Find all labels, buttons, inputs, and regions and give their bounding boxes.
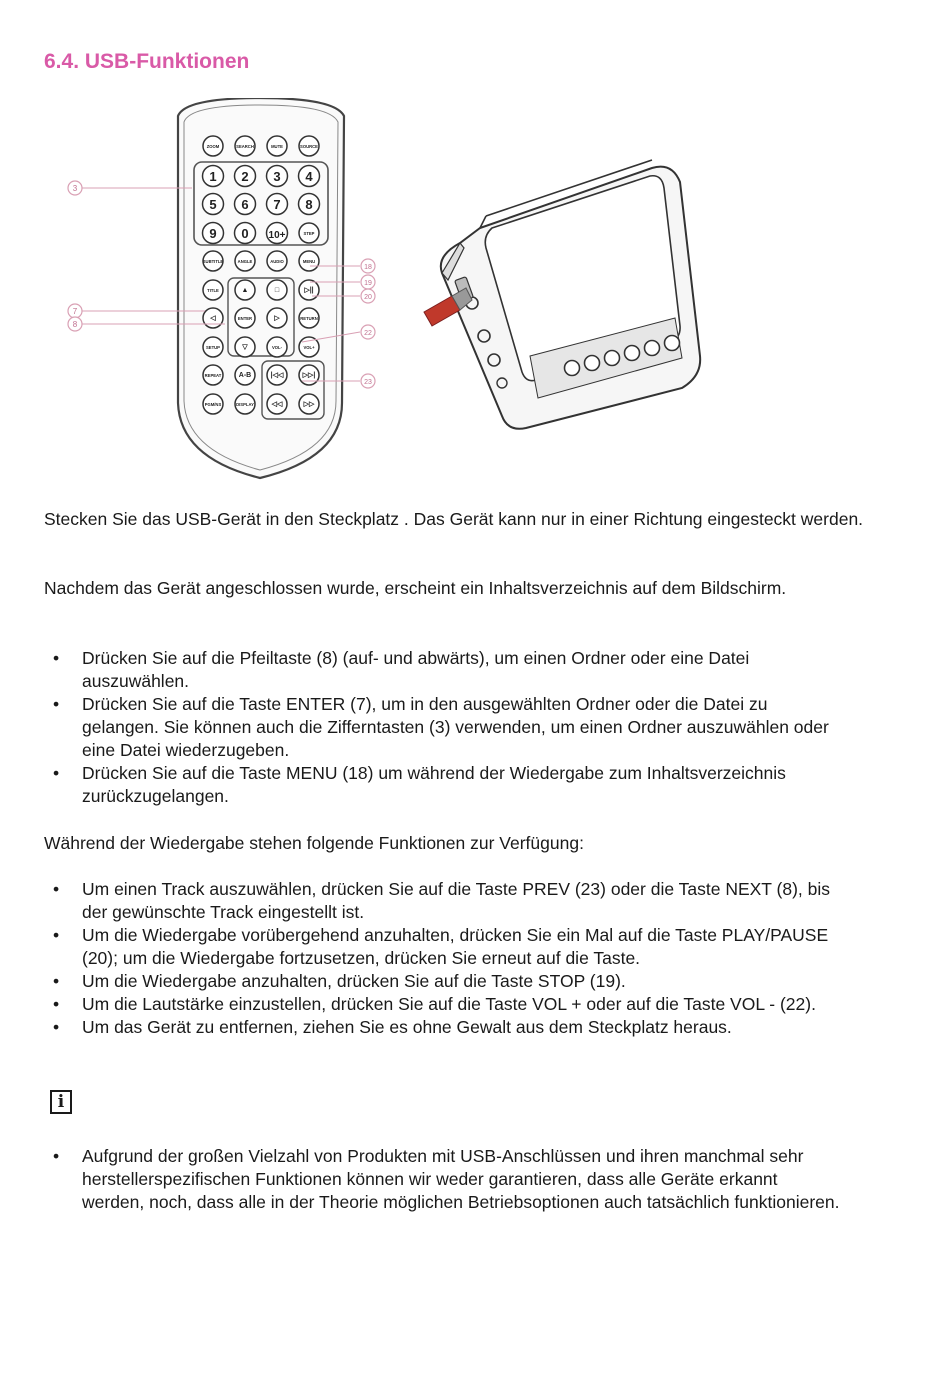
remote-button-label: STEP xyxy=(303,231,315,236)
callout-number: 7 xyxy=(72,307,78,316)
remote-button-label: SEARCH xyxy=(236,144,254,149)
list-item: • Drücken Sie auf die Taste ENTER (7), um in den ausgewählten Ordner oder die Datei zu gelangen. Sie können auch die Zifferntasten (3) verwenden, um einen Ordner auszuwählen oder eine Datei wiederzugeben. xyxy=(44,693,844,762)
remote-button-label: ENTER xyxy=(237,316,253,321)
callout-number: 20 xyxy=(364,294,372,301)
remote-button-label: 0 xyxy=(241,226,249,241)
player-button xyxy=(645,341,660,356)
remote-button-label: 4 xyxy=(305,169,313,184)
player-button xyxy=(565,361,580,376)
player-button xyxy=(585,356,600,371)
list-item: • Drücken Sie auf die Pfeiltaste (8) (auf- und abwärts), um einen Ordner oder eine Datei auszuwählen. xyxy=(44,647,844,693)
callout-number: 18 xyxy=(364,264,372,271)
list-item: • Um die Wiedergabe vorübergehend anzuhalten, drücken Sie ein Mal auf die Taste PLAY/PAUSE (20); um die Wiedergabe fortzusetzen, drücken Sie erneut auf die Taste. xyxy=(44,924,844,970)
remote-button-label: SETUP xyxy=(206,345,220,350)
remote-button-label: ▷|| xyxy=(304,287,314,294)
remote-button-label: ◁ xyxy=(210,315,216,322)
list-item: • Um die Wiedergabe anzuhalten, drücken Sie auf die Taste STOP (19). xyxy=(44,970,844,993)
remote-button-label: MENU xyxy=(302,259,316,264)
remote-button-label: 1 xyxy=(209,169,217,184)
remote-button-label: SUBTITLE xyxy=(202,259,224,264)
remote-button-label: VOL+ xyxy=(303,345,315,350)
info-icon-glyph: i xyxy=(57,1091,65,1112)
list-item: • Um das Gerät zu entfernen, ziehen Sie es ohne Gewalt aus dem Steckplatz heraus. xyxy=(44,1016,844,1039)
callout-number: 19 xyxy=(364,280,372,287)
remote-button-label: ▷▷| xyxy=(302,372,316,379)
remote-button-label: DISPLAY xyxy=(236,402,254,407)
remote-button-label: ▲ xyxy=(241,287,249,294)
player-button xyxy=(605,351,620,366)
navigation-instructions-list xyxy=(44,647,844,808)
remote-button-label: ZOOM xyxy=(206,144,220,149)
callout-number: 22 xyxy=(364,330,372,337)
remote-button-label: 7 xyxy=(273,197,281,212)
remote-button-label: ANGLE xyxy=(237,259,253,264)
player-button xyxy=(665,336,680,351)
remote-button-label: RETURN xyxy=(300,316,318,321)
playback-intro: Während der Wiedergabe stehen folgende Funktionen zur Verfügung: xyxy=(44,833,584,853)
remote-button-label: |◁◁ xyxy=(270,372,284,379)
intro-paragraph-1: Stecken Sie das USB-Gerät in den Steckplatz . Das Gerät kann nur in einer Richtung eingesteckt werden. xyxy=(44,509,864,529)
remote-button-label: ▽ xyxy=(242,344,248,351)
remote-button-label: 9 xyxy=(209,226,217,241)
remote-button-label: AUDIO xyxy=(270,259,284,264)
remote-button-label: MUTE xyxy=(271,144,283,149)
callout-number: 3 xyxy=(72,184,78,193)
remote-button-label: VOL- xyxy=(271,345,283,350)
remote-button-label: ◁◁ xyxy=(271,401,283,408)
callout-number: 8 xyxy=(72,320,78,329)
remote-button-label: 10+ xyxy=(268,230,286,241)
info-icon xyxy=(50,1090,72,1114)
list-item: • Um die Lautstärke einzustellen, drücken Sie auf die Taste VOL + oder auf die Taste VOL - (22). xyxy=(44,993,844,1016)
playback-functions-list xyxy=(44,878,844,1039)
list-item: • Um einen Track auszuwählen, drücken Sie auf die Taste PREV (23) oder die Taste NEXT (8), bis der gewünschte Track eingestellt ist. xyxy=(44,878,844,924)
intro-paragraph-2: Nachdem das Gerät angeschlossen wurde, erscheint ein Inhaltsverzeichnis auf dem Bildschirm. xyxy=(44,578,787,598)
remote-button-label: □ xyxy=(274,287,280,294)
list-item: • Aufgrund der großen Vielzahl von Produkten mit USB-Anschlüssen und ihren manchmal sehr herstellerspezifischen Funktionen können wir weder garantieren, dass alle Geräte erkannt werden, noch, dass alle in der Theorie möglichen Betriebsoptionen auch tatsächlich funktionieren. xyxy=(44,1145,844,1214)
remote-button-label: ▷ xyxy=(274,315,280,322)
remote-button-label: PGM/NS xyxy=(204,402,222,407)
remote-button-label: 2 xyxy=(241,169,249,184)
section-heading: 6.4. USB-Funktionen xyxy=(44,50,250,73)
remote-button-label: 3 xyxy=(273,169,281,184)
list-item: • Drücken Sie auf die Taste MENU (18) um während der Wiedergabe zum Inhaltsverzeichnis zurückzugelangen. xyxy=(44,762,844,808)
remote-button-label: 8 xyxy=(305,197,313,212)
callout-number: 23 xyxy=(364,379,372,386)
remote-button-label: 5 xyxy=(209,197,217,212)
usb-illustration xyxy=(40,98,740,488)
remote-button-label: REPEAT xyxy=(204,373,222,378)
remote-button-label: SOURCE xyxy=(300,144,318,149)
player-button xyxy=(625,346,640,361)
remote-button-label: A-B xyxy=(238,372,252,379)
note-list xyxy=(44,1145,844,1214)
remote-button-label: ▷▷ xyxy=(303,401,315,408)
remote-button-label: 6 xyxy=(241,197,249,212)
remote-button-label: TITLE xyxy=(207,288,219,293)
portable-player xyxy=(441,160,700,429)
